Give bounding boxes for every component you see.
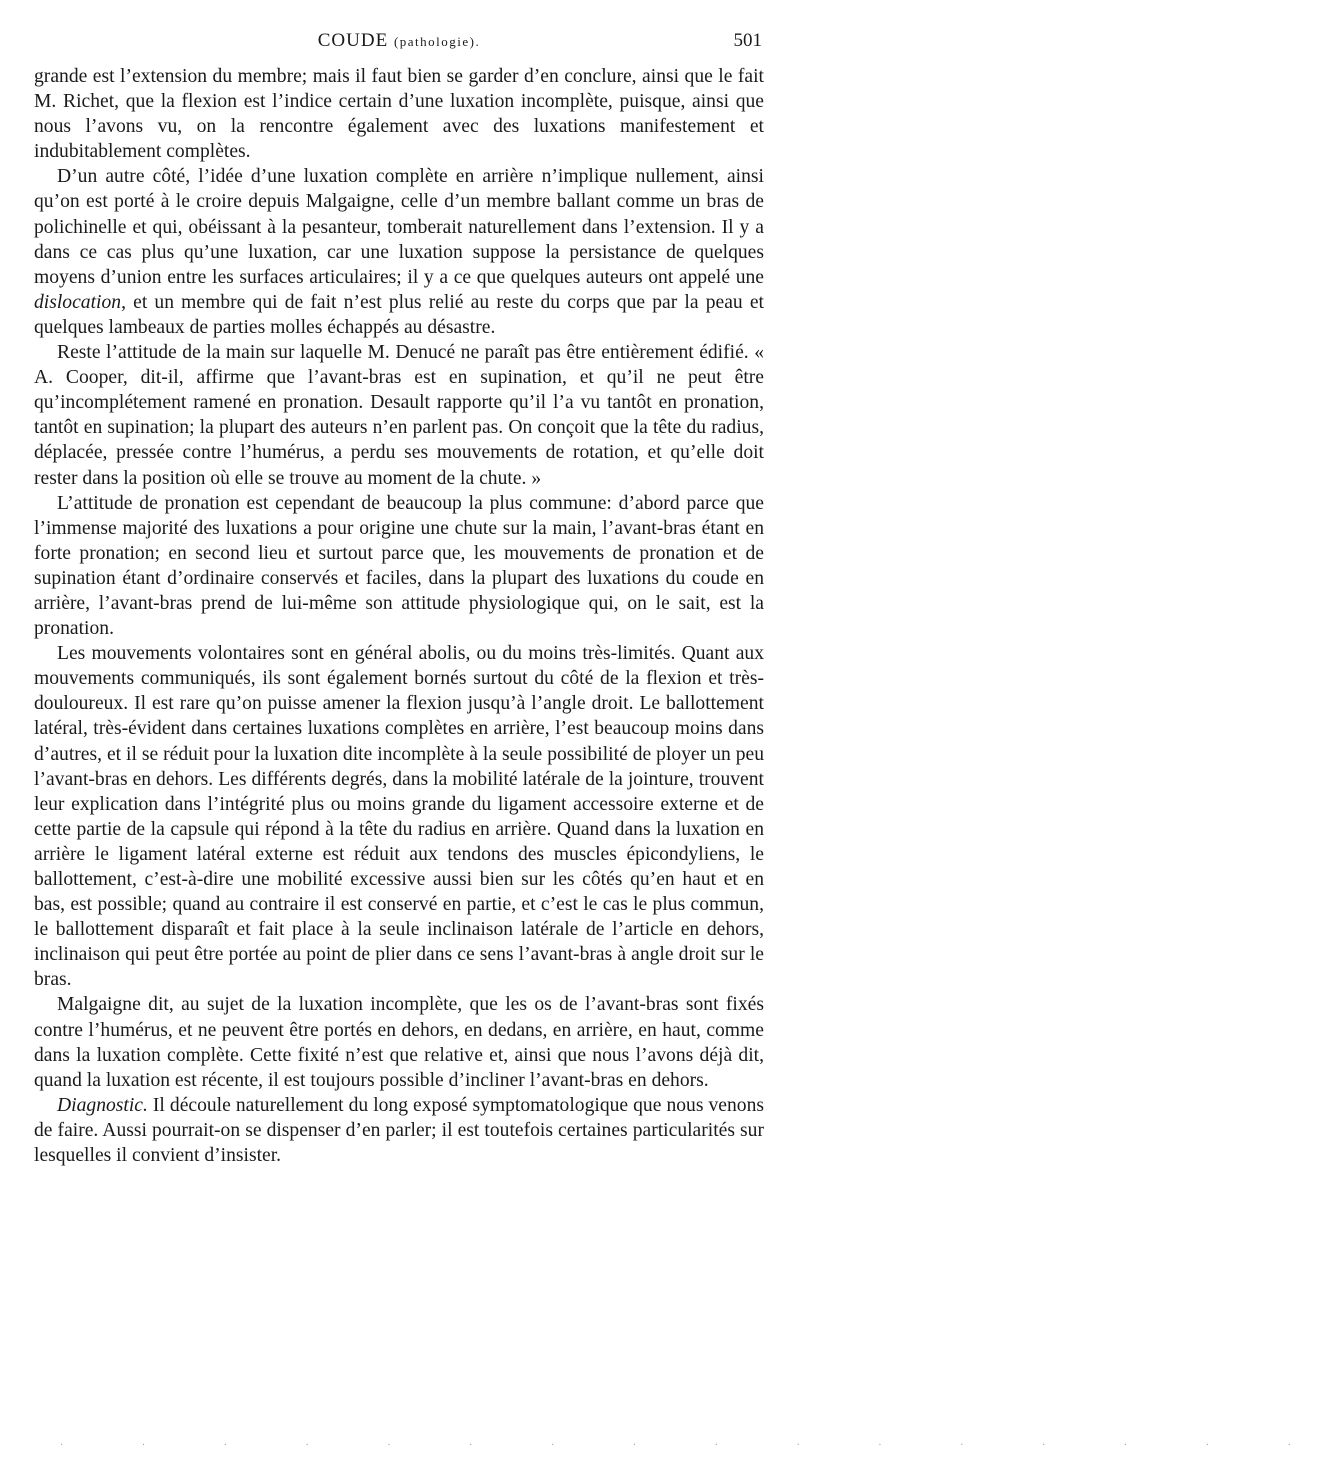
text-run: Malgaigne dit, au sujet de la luxation incomplète, que les os de l’avant-bras sont fixés contre l’humérus, et ne peuvent être portés en dehors, en dedans, en arrière, en haut, comme dans la luxation complète. Cette fixité n’est que relative et, ainsi que nous l’avons déjà dit, quand la luxation est récente, il est toujours possible d’incliner l’avant-bras en dehors. [34,994,764,1091]
book-page [34,26,764,1168]
paragraph [34,992,764,1092]
page-number: 501 [733,30,762,51]
text-run: Les mouvements volontaires sont en général abolis, ou du moins très-limités. Quant aux mouvements communiqués, ils sont également bornés surtout du côté de la flexion et très-douloureux. Il est rare qu’on puisse amener la flexion jusqu’à l’angle droit. Le ballottement latéral, très-évident dans certaines luxations complètes en arrière, l’est beaucoup moins dans d’autres, et il se réduit pour la luxation dite incomplète à la seule possibilité de ployer un peu l’avant-bras en dehors. Les différents degrés, dans la mobilité latérale de la jointure, trouvent leur explication dans l’intégrité plus ou moins grande du ligament accessoire externe et de cette partie de la capsule qui répond à la tête du radius en arrière. Quand dans la luxation en arrière le ligament latéral externe est réduit aux tendons des muscles épicondyliens, le ballottement, c’est-à-dire une mobilité excessive aussi bien sur les côtés qu’en haut et en bas, est possible; quand au contraire il est conservé en partie, et c’est le cas le plus commun, le ballottement disparaît et fait place à la seule inclinaison latérale de l’article en dehors, inclinaison qui peut être portée au point de plier dans ce sens l’avant-bras à angle droit sur le bras. [34,643,764,991]
paragraph [34,164,764,340]
text-run: D’un autre côté, l’idée d’une luxation complète en arrière n’implique nullement, ainsi qu’on est porté à le croire depuis Malgaigne, celle d’un membre ballant comme un bras de polichinelle et qui, obéissant à la pesanteur, tomberait naturellement dans l’extension. Il y a dans ce cas plus qu’une luxation, car une luxation suppose la persistance de quelques moyens d’union entre les surfaces articulaires; il y a ce que quelques auteurs ont appelé une [34,166,764,288]
italic-text-run: dislocation, [34,291,126,313]
section-heading-diagnostic: Diagnostic. [57,1094,148,1116]
running-title-main: COUDE [317,30,389,51]
paragraph [34,1093,764,1168]
running-title-subtitle: (pathologie). [393,34,481,49]
running-title [34,30,764,52]
text-run: Reste l’attitude de la main sur laquelle M. Denucé ne paraît pas être entièrement édifié. « A. Cooper, dit-il, affirme que l’avant-bras est en supination, et qu’il ne peut être qu’incomplétement ramené en pronation. Desault rapporte qu’il l’a vu tantôt en pronation, tantôt en supination; la plupart des auteurs n’en parlent pas. On conçoit que la tête du radius, déplacée, pressée contre l’humérus, a perdu ses mouvements de rotation, et qu’elle doit rester dans la position où elle se trouve au moment de la chute. » [34,342,764,489]
body-text [34,64,764,1168]
paragraph [34,491,764,642]
text-run: grande est l’extension du membre; mais il faut bien se garder d’en conclure, ainsi que le fait M. Richet, que la flexion est l’indice certain d’une luxation incomplète, puisque, ainsi que nous l’avons vu, on la rencontre également avec des luxations manifestement et indubitablement complètes. [34,66,764,163]
text-run: Il découle naturellement du long exposé symptomatologique que nous venons de faire. Aussi pourrait-on se dispenser d’en parler; il est toutefois certaines particularités sur lesquelles il convient d’insister. [34,1094,764,1167]
text-run: et un membre qui de fait n’est plus relié au reste du corps que par la peau et quelques lambeaux de parties molles échappés au désastre. [34,291,764,338]
running-head [34,26,764,64]
scan-artifact-dots: · · · · · · · · · · · · · · · · [60,1440,1329,1451]
paragraph [34,641,764,992]
text-run: L’attitude de pronation est cependant de beaucoup la plus commune: d’abord parce que l’immense majorité des luxations a pour origine une chute sur la main, l’avant-bras étant en forte pronation; en second lieu et surtout parce que, les mouvements de pronation et de supination étant d’ordinaire conservés et faciles, dans la plupart des luxations du coude en arrière, l’avant-bras prend de lui-même son attitude physiologique qui, on le sait, est la pronation. [34,492,764,640]
paragraph [34,64,764,164]
paragraph [34,340,764,491]
